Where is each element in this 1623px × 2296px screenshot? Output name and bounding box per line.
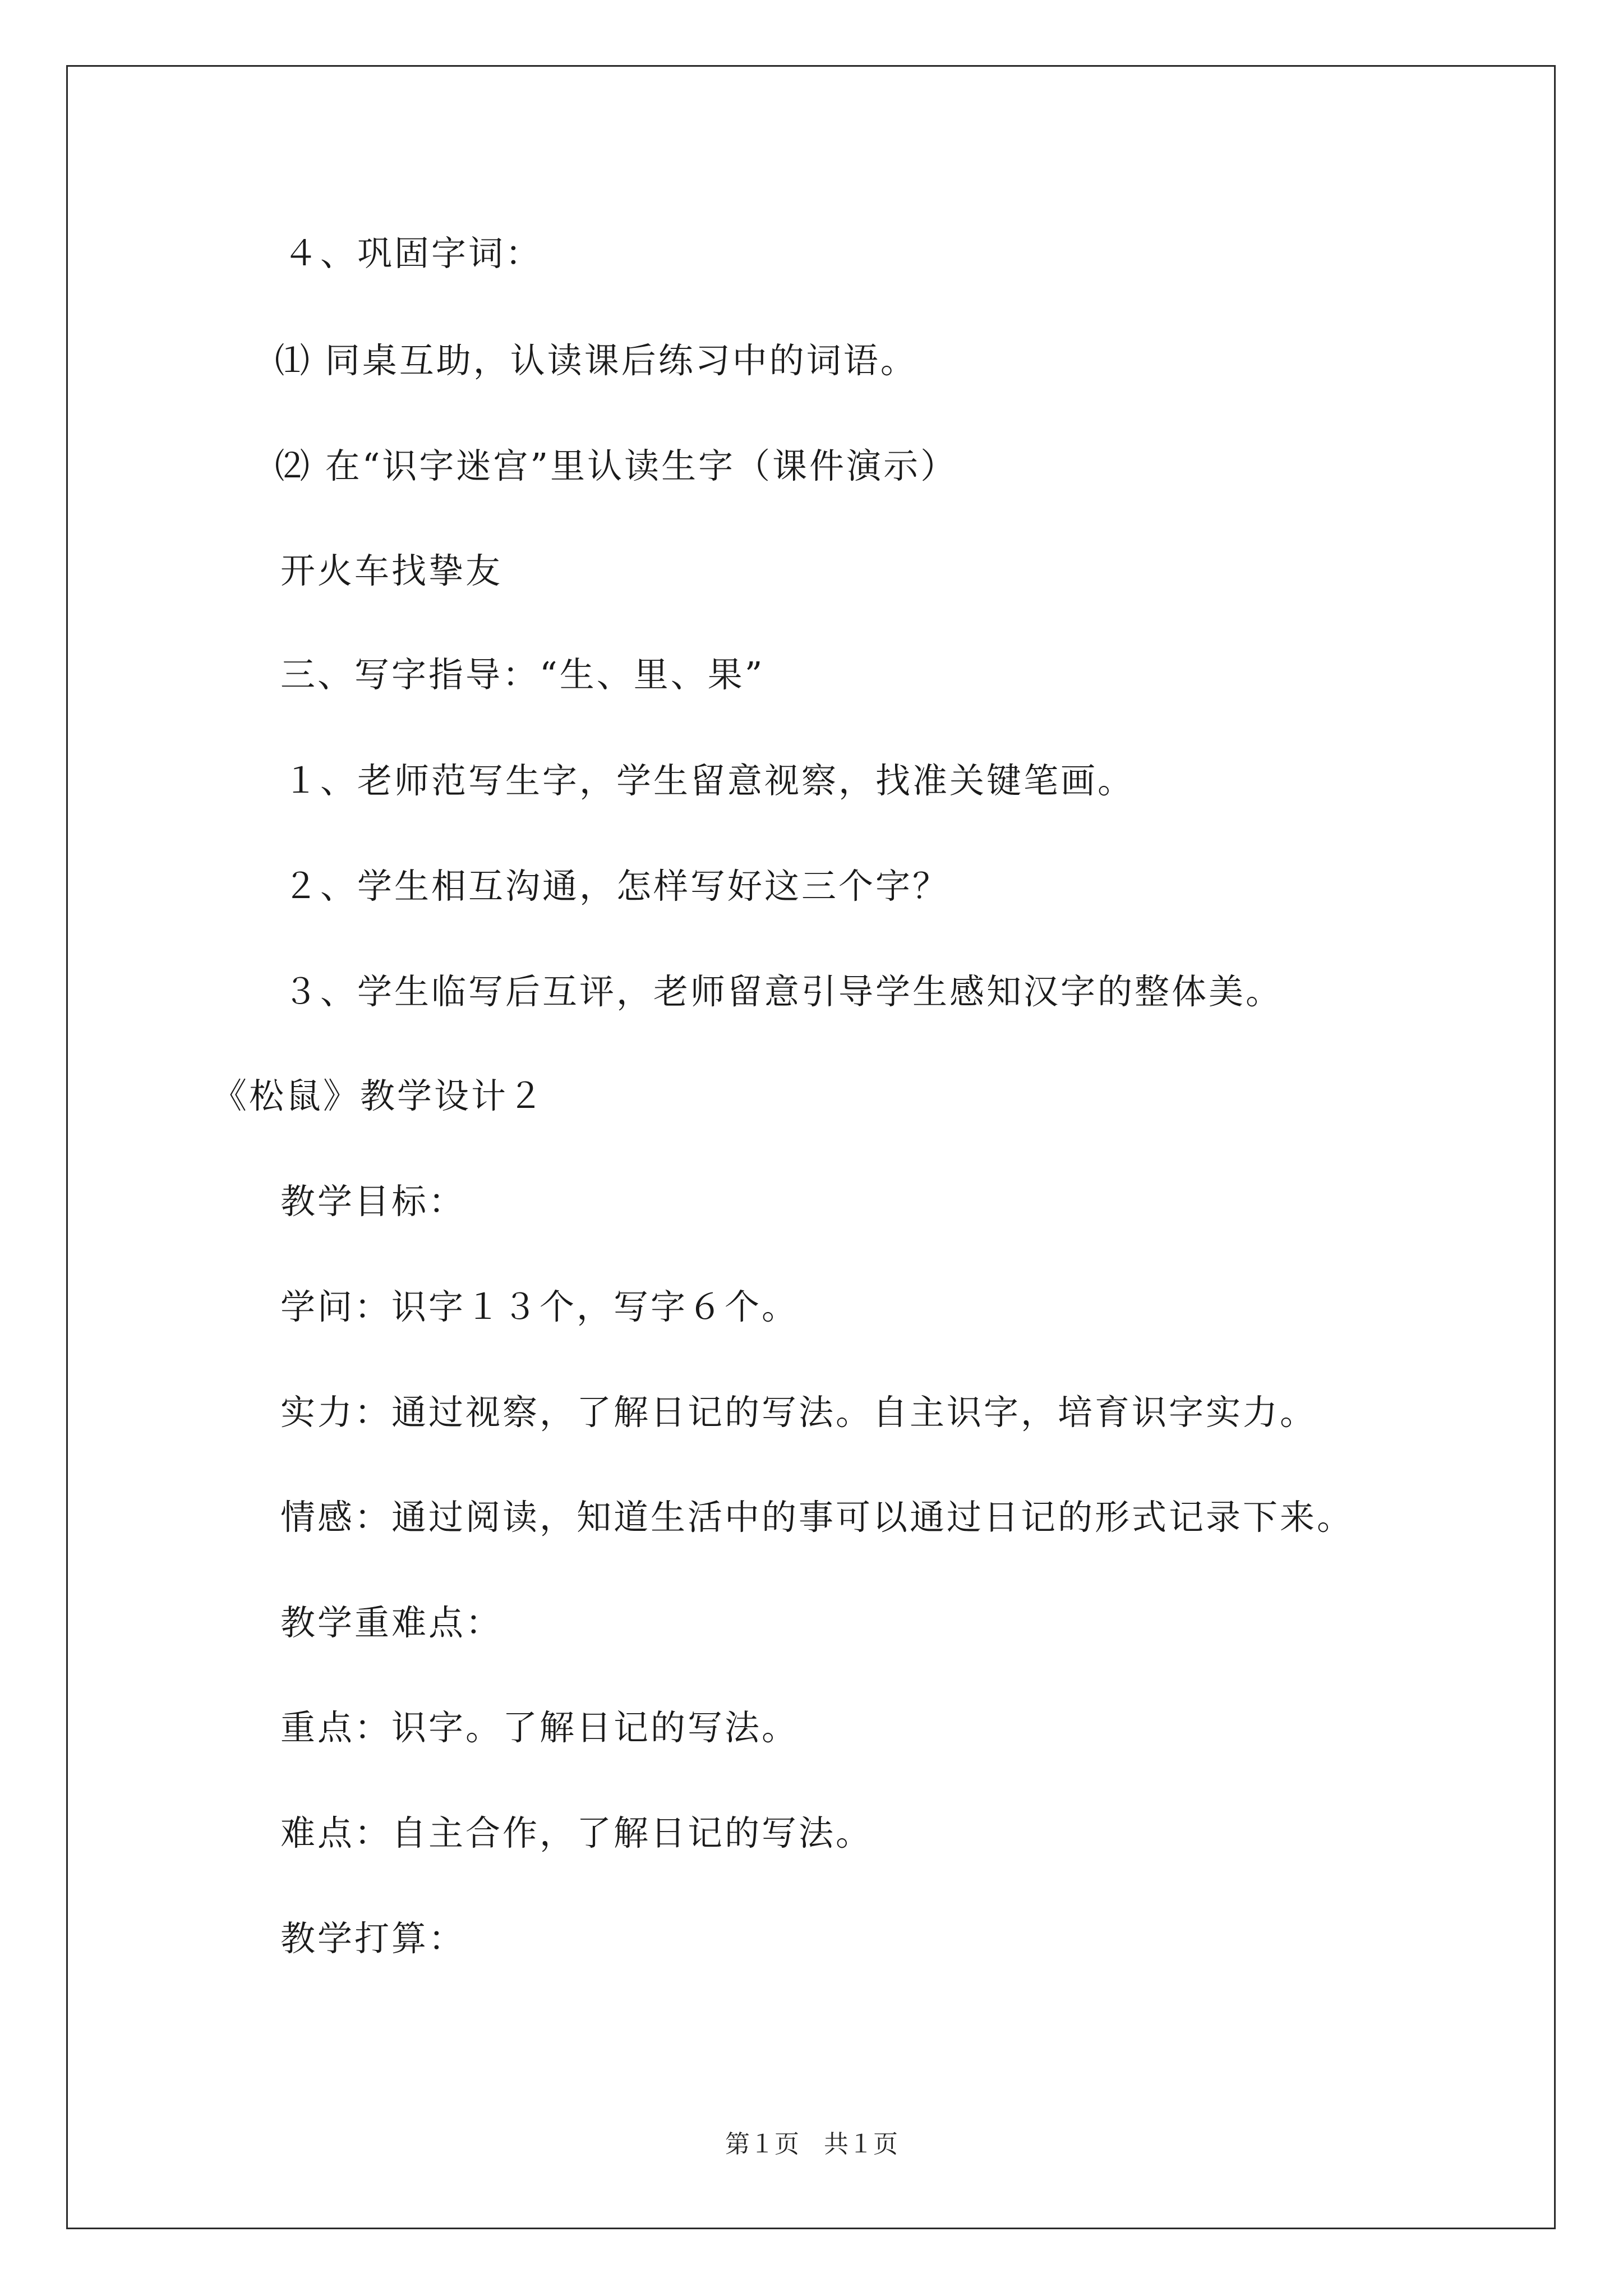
- text-line-teacher-demo: １、老师范写生字，学生留意视察，找准关键笔画。: [283, 760, 1135, 801]
- section-heading-writing: 三、写字指导：“生、里、果”: [280, 654, 765, 695]
- heading-teaching-preparation: 教学打算：: [280, 1918, 466, 1959]
- text-line-maze: ⑵ 在“识字迷宫”里认读生字（课件演示）: [275, 445, 958, 486]
- heading-teaching-goals: 教学目标：: [280, 1181, 466, 1222]
- document-section-title: 《松鼠》教学设计２: [212, 1075, 546, 1116]
- text-line-key-point: 重点：识字。了解日记的写法。: [280, 1707, 799, 1748]
- text-line-emotion: 情感：通过阅读，知道生活中的事可以通过日记的形式记录下来。: [280, 1497, 1354, 1538]
- text-line-discussion: ２、学生相互沟通，怎样写好这三个字？: [283, 866, 950, 907]
- text-line-desk-mates: ⑴ 同桌互助，认读课后练习中的词语。: [275, 340, 917, 381]
- text-line-train-game: 开火车找挚友: [280, 550, 503, 591]
- text-line-ability: 实力：通过视察，了解日记的写法。自主识字，培育识字实力。: [280, 1392, 1317, 1433]
- page-number-footer: 第１页 共１页: [725, 2130, 898, 2159]
- text-line-knowledge: 学问：识字１３个，写字６个。: [280, 1286, 799, 1327]
- text-line-difficult-point: 难点：自主合作，了解日记的写法。: [280, 1812, 873, 1853]
- heading-key-difficult-points: 教学重难点：: [280, 1602, 503, 1643]
- text-line-consolidate: ４、巩固字词：: [283, 233, 543, 274]
- text-line-peer-review: ３、学生临写后互评，老师留意引导学生感知汉字的整体美。: [283, 971, 1283, 1012]
- page-border: [66, 65, 1556, 2229]
